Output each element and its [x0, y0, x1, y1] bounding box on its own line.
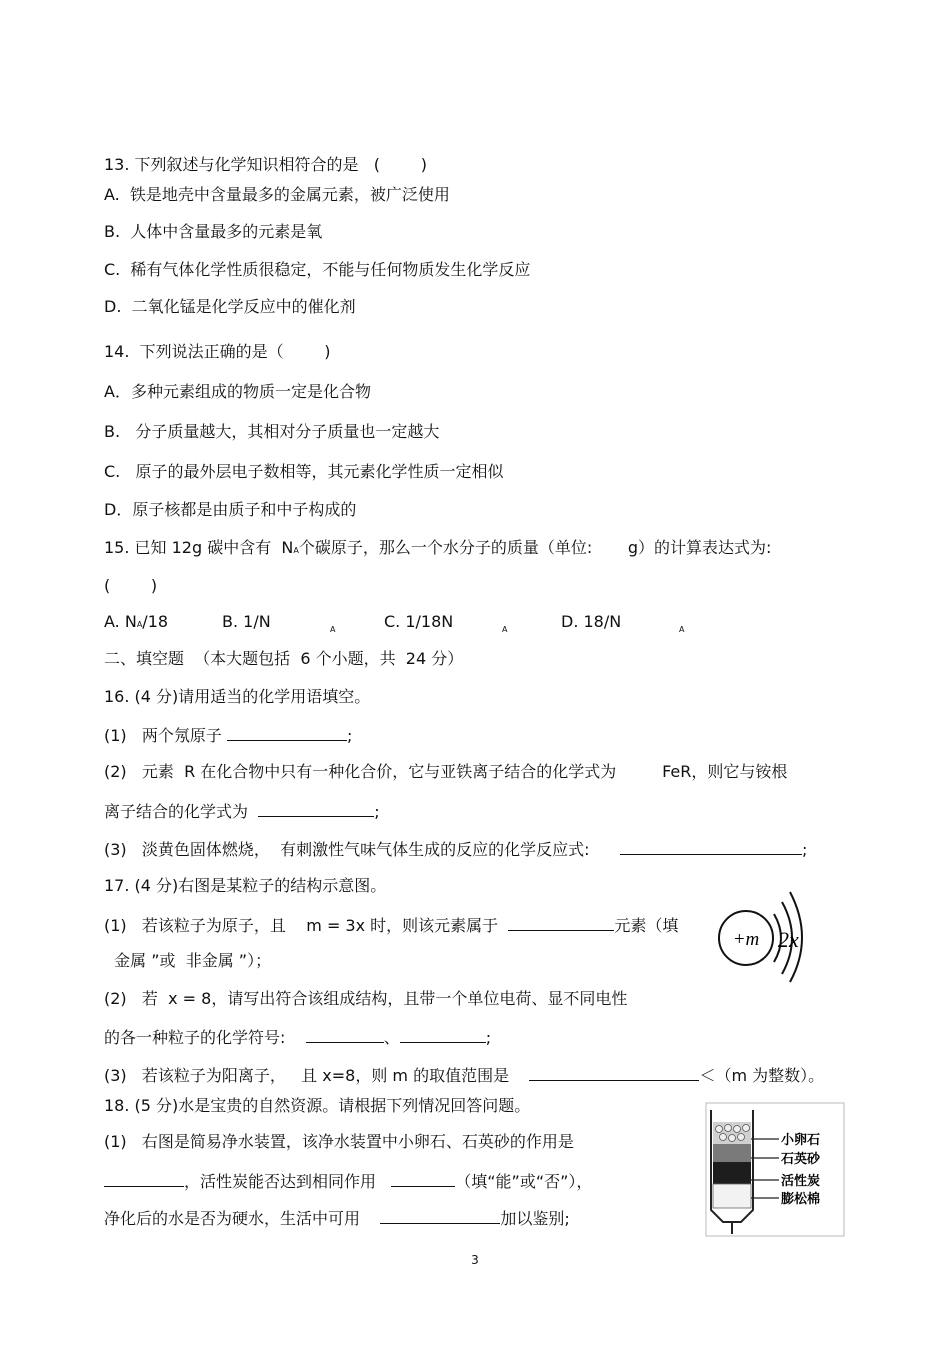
label-quartz-sand: 石英砂 — [781, 1152, 821, 1167]
q15-answer-paren: ( ) — [104, 576, 158, 595]
q13-option-b: B. 人体中含量最多的元素是氧 — [104, 222, 323, 241]
q15-option-c-sub: A — [502, 625, 508, 634]
q17-blank-4[interactable] — [529, 1064, 699, 1081]
water-filter-diagram — [705, 1102, 845, 1237]
q15-option-b-sub: A — [330, 625, 336, 634]
quartz-sand-layer — [713, 1144, 751, 1162]
outer-shell-electrons: 2x — [778, 927, 799, 952]
q14-option-d: D．原子核都是由质子和中子构成的 — [104, 500, 357, 519]
q13-stem: 13. 下列叙述与化学知识相符合的是 ( ) — [104, 155, 427, 174]
q18-blank-3[interactable] — [380, 1207, 500, 1224]
cotton-layer — [713, 1184, 751, 1208]
q17-part1: (1) 若该粒子为原子，且 m = 3x 时，则该元素属于 元素（填 — [104, 916, 679, 935]
q14-option-c: C. 原子的最外层电子数相等，其元素化学性质一定相似 — [104, 462, 504, 481]
label-activated-carbon: 活性炭 — [781, 1174, 821, 1189]
atom-structure-diagram — [716, 888, 812, 984]
q15-option-c: C. 1/18N — [384, 612, 454, 631]
q13-option-d: D. 二氧化锰是化学反应中的催化剂 — [104, 297, 356, 316]
q14-option-a: A．多种元素组成的物质一定是化合物 — [104, 382, 371, 401]
q15-option-d-sub: A — [679, 625, 685, 634]
avogadro-subscript: A — [293, 546, 299, 555]
q17-part2-line2: 的各一种粒子的化学符号: 、 ; — [104, 1028, 492, 1047]
q15-option-d: D. 18/N — [561, 612, 622, 631]
q13-option-c: C. 稀有气体化学性质很稳定，不能与任何物质发生化学反应 — [104, 260, 531, 279]
nucleus-charge: +m — [732, 929, 760, 950]
q17-part3: (3) 若该粒子为阳离子， 且 x=8，则 m 的取值范围是 ＜（m 为整数）。 — [104, 1066, 825, 1085]
q17-blank-2[interactable] — [306, 1026, 384, 1043]
section-heading: 二、填空题 （本大题包括 6 个小题，共 24 分） — [104, 649, 464, 668]
q18-part1-line3: 净化后的水是否为硬水，生活中可用 加以鉴别; — [104, 1209, 570, 1228]
q16-stem: 16. (4 分)请用适当的化学用语填空。 — [104, 687, 371, 706]
activated-carbon-layer — [713, 1162, 751, 1184]
page-number: 3 — [471, 1253, 479, 1267]
q15-option-a: A. NA/18 — [104, 612, 169, 631]
q17-part1-cont: 金属 ”或 非金属 ”）； — [104, 951, 272, 970]
q16-blank-3[interactable] — [620, 838, 802, 855]
q14-option-b: B. 分子质量越大，其相对分子质量也一定越大 — [104, 422, 440, 441]
q15-option-b: B. 1/N — [222, 612, 271, 631]
label-pebbles: 小卵石 — [781, 1133, 821, 1148]
q13-option-a: A. 铁是地壳中含量最多的金属元素，被广泛使用 — [104, 185, 450, 204]
q17-blank-3[interactable] — [400, 1026, 486, 1043]
q16-part1: (1) 两个氖原子 ; — [104, 726, 353, 745]
q18-blank-2[interactable] — [391, 1170, 455, 1187]
q18-part1-line2: ，活性炭能否达到相同作用 （填“能”或“否”）， — [104, 1170, 592, 1192]
q17-blank-1[interactable] — [508, 914, 614, 931]
q17-stem: 17. (4 分)右图是某粒子的结构示意图。 — [104, 876, 387, 895]
q16-part3: (3) 淡黄色固体燃烧， 有刺激性气味气体生成的反应的化学反应式: ; — [104, 840, 808, 859]
q16-blank-2[interactable] — [258, 800, 374, 817]
q16-part2-line2: 离子结合的化学式为 ; — [104, 802, 380, 821]
q16-blank-1[interactable] — [227, 724, 347, 741]
q18-blank-1[interactable] — [104, 1170, 184, 1187]
q16-part2-line1: (2) 元素 R 在化合物中只有一种化合价，它与亚铁离子结合的化学式为 FeR，则它与铵根 — [104, 762, 788, 781]
label-cotton: 膨松棉 — [781, 1192, 821, 1207]
q15-stem: 15. 已知 12g 碳中含有 NA个碳原子，那么一个水分子的质量（单位: g）的计算表达式为: — [104, 538, 772, 557]
q18-stem: 18. (5 分)水是宝贵的自然资源。请根据下列情况回答问题。 — [104, 1096, 531, 1115]
q18-part1-line1: (1) 右图是简易净水装置，该净水装置中小卵石、石英砂的作用是 — [104, 1132, 574, 1151]
q17-part2-line1: (2) 若 x = 8，请写出符合该组成结构，且带一个单位电荷、显不同电性 — [104, 989, 628, 1008]
q14-stem: 14. 下列说法正确的是（ ) — [104, 342, 331, 361]
